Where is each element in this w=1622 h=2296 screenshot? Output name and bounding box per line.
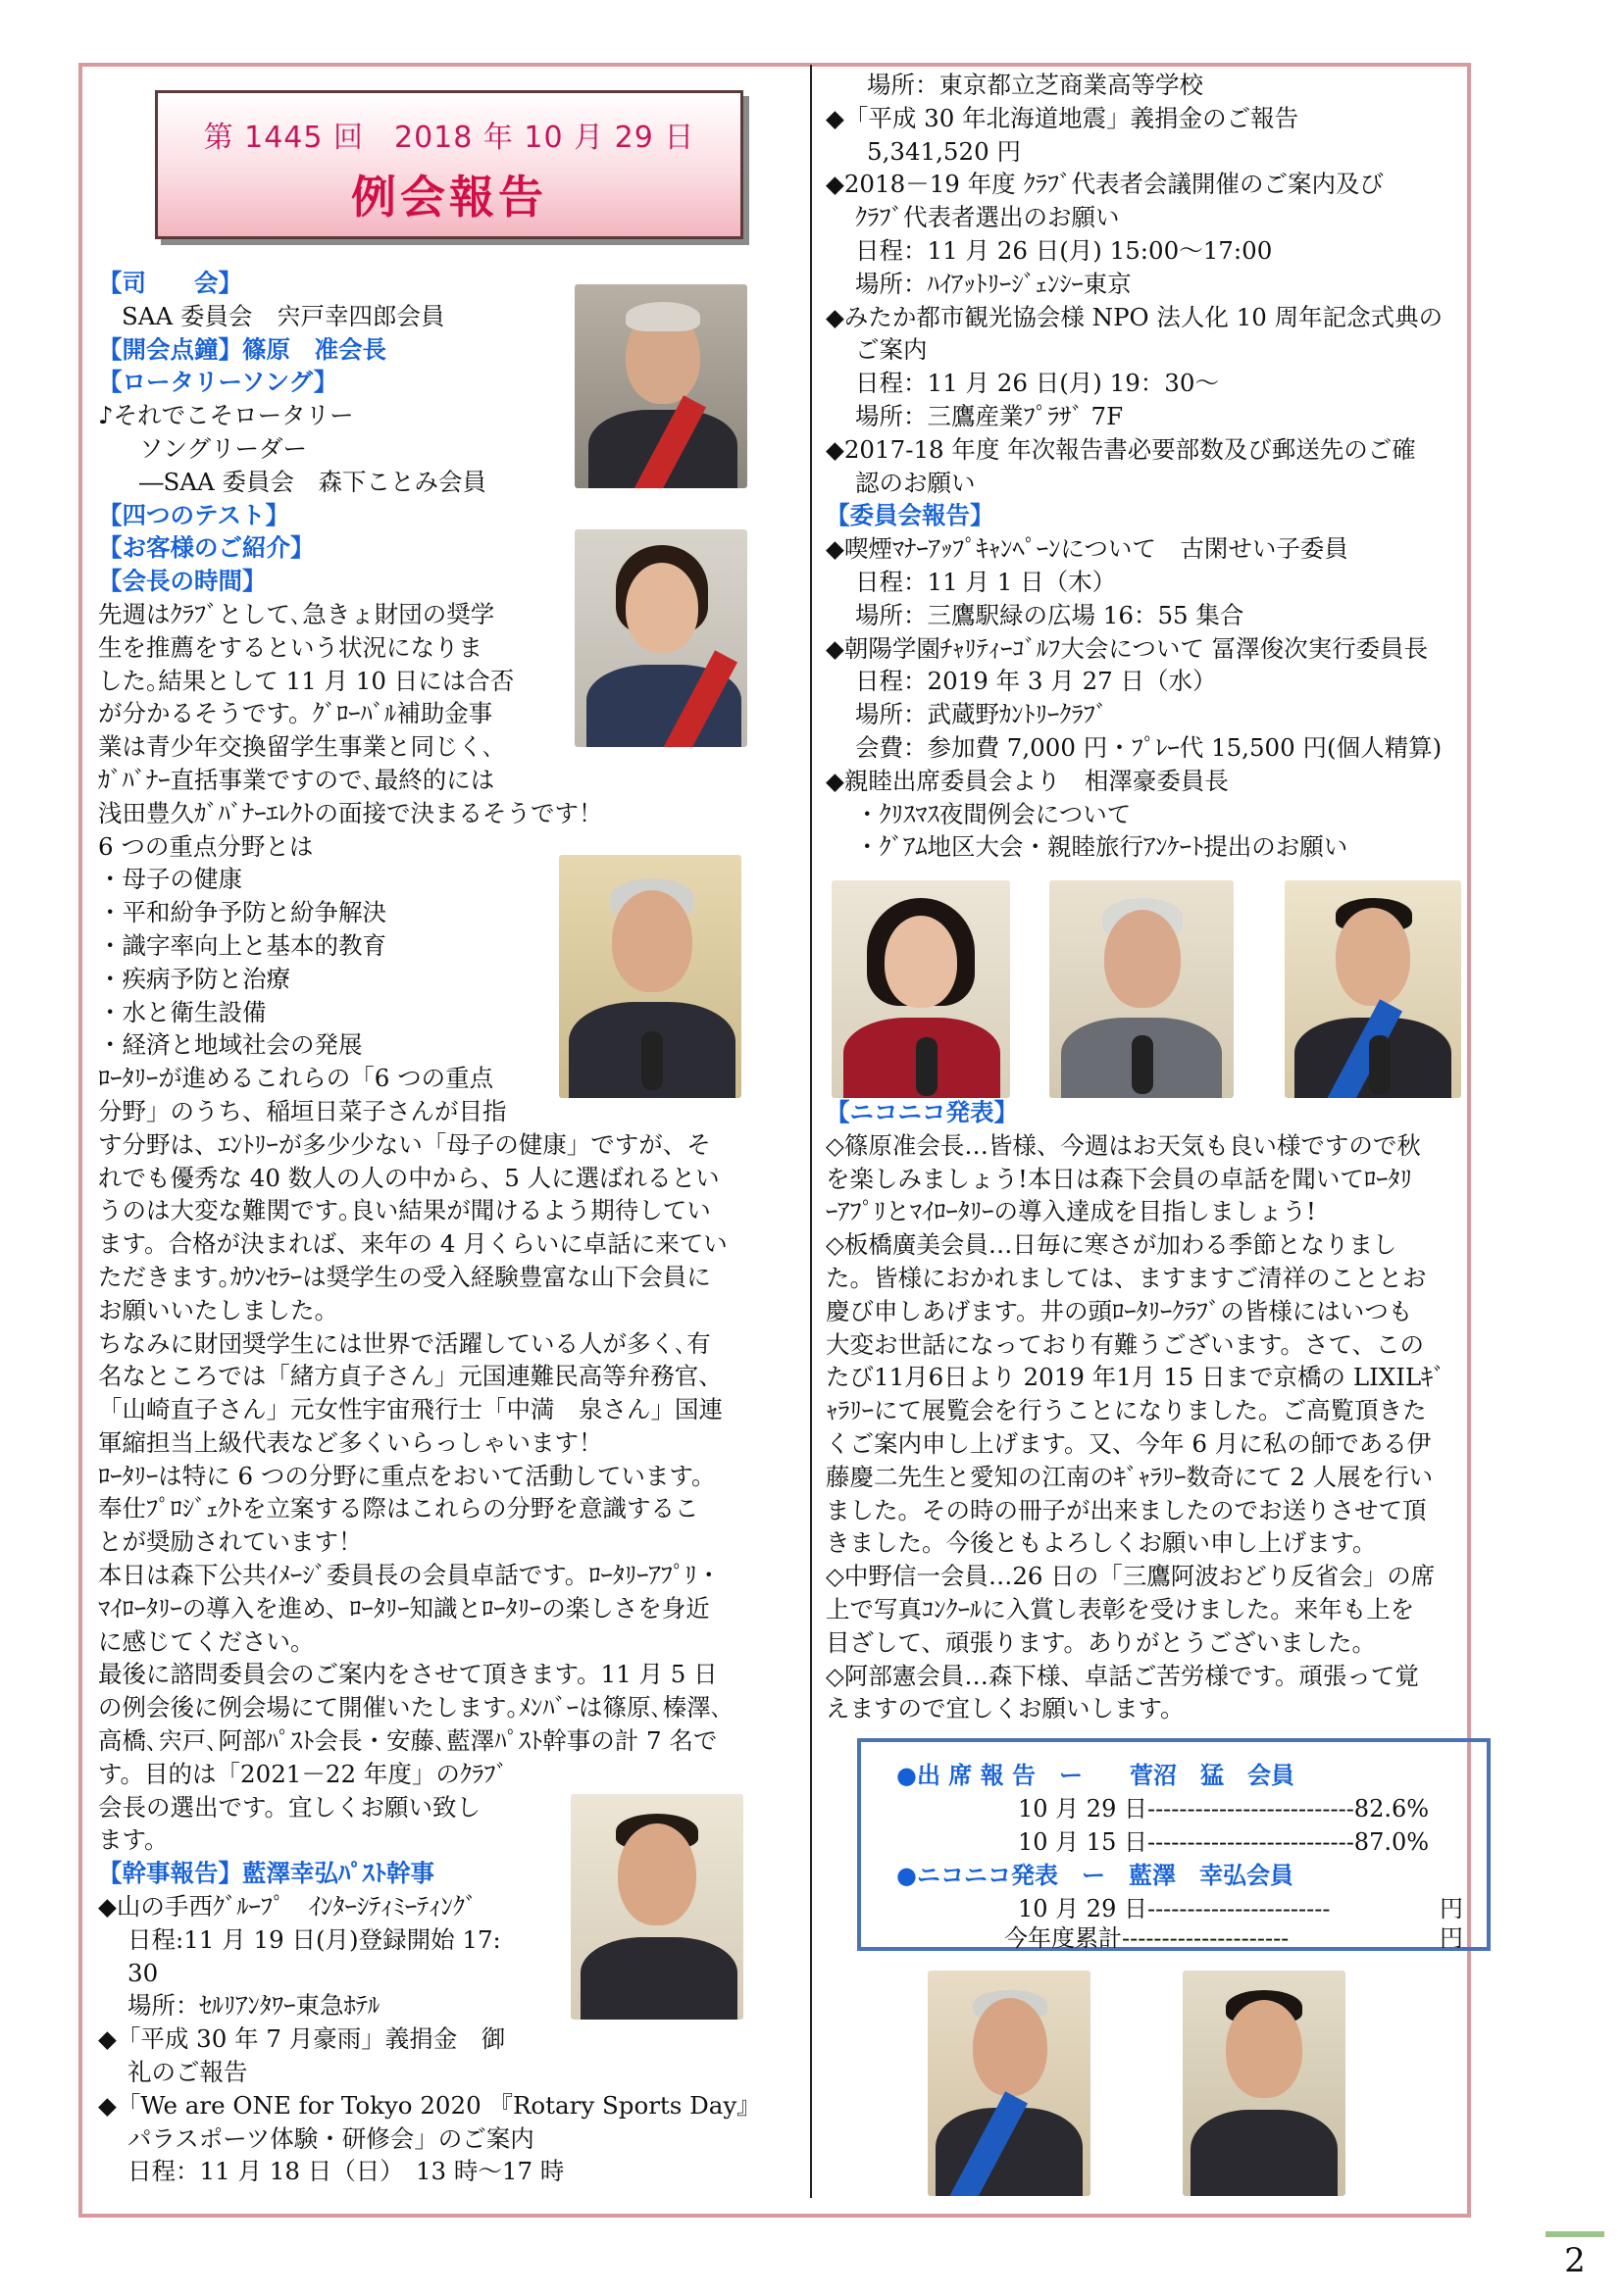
page-number: 2	[1546, 2231, 1604, 2296]
text-line: れでも優秀な 40 数人の人の中から、5 人に選ばれるとい	[98, 1163, 720, 1192]
section-heading: 【ロータリーソング】	[98, 368, 338, 397]
text-line: ただきます｡ｶｳﾝｾﾗｰは奨学生の受入経験豊富な山下会員に	[98, 1262, 711, 1291]
text-line: 場所：三鷹駅緑の広場 16：55 集合	[855, 600, 1244, 629]
text-line: 軍縮担当上級代表など多くいらっしゃいます！	[98, 1427, 603, 1457]
text-line: ・水と衛生設備	[98, 997, 267, 1026]
title-box	[155, 90, 743, 239]
text-line: 30	[127, 1958, 159, 1987]
text-line: 上で写真ｺﾝｸｰﾙに入賞し表彰を受けました。来年も上を	[826, 1594, 1415, 1623]
text-line: 藤慶二先生と愛知の江南のｷﾞｬﾗﾘｰ数奇にて 2 人展を行い	[826, 1462, 1434, 1491]
text-line: に感じてください。	[98, 1626, 315, 1656]
column-divider	[810, 65, 812, 2198]
text-line: ・母子の健康	[98, 865, 242, 894]
text-line: 業は青少年交換留学生事業と同じく､	[98, 732, 495, 762]
text-line: した｡結果として 11 月 10 日には合否	[98, 666, 515, 695]
text-line: ﾏｲﾛｰﾀﾘｰの導入を進め、ﾛｰﾀﾘｰ知識とﾛｰﾀﾘｰの楽しさを身近	[98, 1593, 710, 1622]
text-line: 先週はｸﾗﾌﾞとして､急きょ財団の奨学	[98, 599, 495, 628]
text-line: 5,341,520 円	[867, 136, 1021, 166]
section-heading: 【ニコニコ発表】	[826, 1098, 1018, 1126]
text-line: 目ざして、頑張ります。ありがとうございました。	[826, 1627, 1377, 1657]
text-line: ◆2018－19 年度 ｸﾗﾌﾞ代表者会議開催のご案内及び	[826, 170, 1384, 199]
attendance-heading: ●出 席 報 告 ー 菅沼 猛 会員	[896, 1762, 1295, 1789]
text-line: ◆朝陽学園ﾁｬﾘﾃｨｰｺﾞﾙﾌ大会について 冨澤俊次実行委員長	[826, 633, 1429, 663]
text-line: ◆「平成 30 年 7 月豪雨」義捐金 御	[98, 2024, 506, 2054]
text-line: ◇中野信一会員…26 日の「三鷹阿波おどり反省会」の席	[826, 1562, 1436, 1591]
photo-morishita	[575, 529, 747, 747]
text-line: 「山崎直子さん」元女性宇宙飛行士「中満 泉さん」国連	[98, 1395, 723, 1424]
text-line: の例会後に例会場にて開催いたします｡ﾒﾝﾊﾞｰは篠原､榛澤､	[98, 1693, 723, 1722]
section-heading: 【幹事報告】藍澤幸弘ﾊﾟｽﾄ幹事	[98, 1859, 434, 1888]
text-line: ◇阿部憲会員…森下様、卓話ご苦労様です。頑張って覚	[826, 1661, 1419, 1690]
section-heading: 【司 会】	[98, 269, 242, 297]
photo-shinohara	[559, 855, 741, 1098]
photo-member-1	[928, 1971, 1090, 2196]
photo-aizawa	[571, 1794, 743, 2020]
text-line: ・経済と地域社会の発展	[98, 1030, 363, 1060]
text-line: ◆「We are ONE for Tokyo 2020 『Rotary Sports Day』	[98, 2090, 761, 2120]
text-line: 日程：11 月 18 日（日） 13 時～17 時	[127, 2157, 565, 2186]
text-line: 生を推薦をするという状況になりま	[98, 632, 482, 662]
text-line: た。皆様におかれましては、ますますご清祥のこととお	[826, 1263, 1427, 1292]
text-line: とが奨励されています！	[98, 1527, 363, 1557]
text-line: ｸﾗﾌﾞ代表者選出のお願い	[855, 203, 1120, 232]
text-line: お願いいたしました。	[98, 1295, 338, 1324]
text-line: 高橋､宍戸､阿部ﾊﾟｽﾄ会長・安藤､藍澤ﾊﾟｽﾄ幹事の計 7 名で	[98, 1726, 718, 1756]
text-line: 日程：2019 年 3 月 27 日（水）	[855, 667, 1217, 696]
text-line: 最後に諮問委員会のご案内をさせて頂きます。11 月 5 日	[98, 1660, 718, 1689]
text-line: 場所：ｾﾙﾘｱﾝﾀﾜｰ東急ﾎﾃﾙ	[127, 1991, 380, 2021]
text-line: 浅田豊久ｶﾞﾊﾞﾅｰｴﾚｸﾄの面接で決まるそうです！	[98, 798, 603, 827]
text-line: す。目的は「2021－22 年度」のｸﾗﾌﾞ	[98, 1759, 508, 1788]
text-line: 慶び申しあげます。井の頭ﾛｰﾀﾘｰｸﾗﾌﾞの皆様にはいつも	[826, 1296, 1413, 1325]
text-line: 場所：三鷹産業ﾌﾟﾗｻﾞ 7F	[855, 401, 1124, 430]
attendance-row-1: 10 月 29 日--------------------------82.6%	[1018, 1795, 1430, 1822]
text-line: が分かるそうです。ｸﾞﾛｰﾊﾞﾙ補助金事	[98, 699, 493, 728]
niko-heading: ●ニコニコ発表 ー 藍澤 幸弘会員	[896, 1862, 1293, 1889]
right-column-top	[826, 69, 1463, 864]
photo-nakano	[1049, 880, 1234, 1098]
text-line: たび11月6日より 2019 年1月 15 日まで京橋の LIXILｷﾞ	[826, 1363, 1445, 1392]
photo-shishido	[575, 284, 747, 488]
text-line: 6 つの重点分野とは	[98, 831, 314, 861]
text-line: ｰｱﾌﾟﾘとﾏｲﾛｰﾀﾘｰの導入達成を目指しましょう!	[826, 1197, 1316, 1226]
text-line: 会長の選出です。宜しくお願い致し	[98, 1792, 482, 1822]
text-line: えますので宜しくお願いします。	[826, 1694, 1185, 1723]
text-line: ソングリーダー	[139, 433, 308, 463]
text-line: ご案内	[855, 335, 928, 365]
text-line: きました。今後ともよろしくお願い申し上げます。	[826, 1528, 1377, 1558]
photo-member-2	[1183, 1971, 1345, 2196]
text-line: 会費：参加費 7,000 円・ﾌﾟﾚｰ代 15,500 円(個人精算)	[855, 732, 1443, 762]
text-line: ｶﾞﾊﾞﾅｰ直括事業ですので､最終的には	[98, 765, 495, 794]
text-line: ◆親睦出席委員会より 相澤豪委員長	[826, 766, 1229, 795]
text-line: ◇板橋廣美会員…日毎に寒さが加わる季節となりまし	[826, 1230, 1397, 1260]
text-line: 奉仕ﾌﾟﾛｼﾞｪｸﾄを立案する際はこれらの分野を意識するこ	[98, 1494, 699, 1523]
photo-abe	[1285, 880, 1461, 1098]
page-title: 例会報告	[351, 171, 547, 224]
niko-row-2: 今年度累計---------------------	[1004, 1924, 1290, 1952]
text-line: ―SAA 委員会 森下ことみ会員	[139, 467, 486, 496]
text-line: ◆2017-18 年度 年次報告書必要部数及び郵送先のご確	[826, 434, 1416, 464]
meeting-date: 第 1445 回 2018 年 10 月 29 日	[203, 121, 695, 155]
text-line: ます。	[98, 1825, 169, 1855]
text-line: パラスポーツ体験・研修会」のご案内	[127, 2123, 534, 2153]
text-line: 日程：11 月 1 日（木）	[855, 567, 1117, 596]
text-line: 場所：東京都立芝商業高等学校	[867, 71, 1203, 99]
text-line: ♪それでこそロータリー	[98, 401, 354, 430]
text-line: ました。その時の冊子が出来ましたのでお送りさせて頂	[826, 1495, 1427, 1524]
text-line: 礼のご報告	[127, 2058, 248, 2087]
section-heading: 【四つのテスト】	[98, 500, 290, 529]
text-line: す分野は、ｴﾝﾄﾘｰが多少少ない「母子の健康」ですが、そ	[98, 1129, 711, 1159]
text-line: うのは大変な難関です｡良い結果が聞けるよう期待してい	[98, 1196, 711, 1225]
section-heading: 【開会点鐘】篠原 准会長	[98, 334, 386, 364]
text-line: を楽しみましょう!本日は森下会員の卓話を聞いてﾛｰﾀﾘ	[826, 1164, 1412, 1193]
text-line: ◆山の手西ｸﾞﾙｰﾌﾟ ｲﾝﾀｰｼﾃｨﾐｰﾃｨﾝｸﾞ	[98, 1892, 478, 1922]
section-heading: 【委員会報告】	[826, 501, 994, 530]
photo-itabashi	[832, 880, 1010, 1098]
right-column-bottom	[826, 1096, 1502, 1725]
text-line: 場所：武蔵野ｶﾝﾄﾘｰｸﾗﾌﾞ	[855, 700, 1108, 729]
text-line: ます。合格が決まれば、来年の 4 月くらいに卓話に来てい	[98, 1229, 728, 1259]
section-heading: 【会長の時間】	[98, 567, 267, 596]
text-line: ｬﾗﾘｰにて展覧会を行うことになりました。ご高覧頂きた	[826, 1396, 1427, 1425]
text-line: ◆喫煙ﾏﾅｰｱｯﾌﾟｷｬﾝﾍﾟｰﾝについて 古閑せい子委員	[826, 534, 1348, 564]
text-line: ・識字率向上と基本的教育	[98, 930, 386, 960]
text-line: ・疾病予防と治療	[98, 964, 290, 993]
text-line: ◇篠原准会長…皆様、今週はお天気も良い様ですので秋	[826, 1130, 1421, 1160]
text-line: 認のお願い	[855, 468, 976, 497]
niko-row-1: 10 月 29 日-----------------------	[1018, 1895, 1331, 1922]
text-line: SAA 委員会 宍戸幸四郎会員	[122, 301, 445, 330]
text-line: 場所：ﾊｲｱｯﾄﾘｰｼﾞｪﾝｼｰ東京	[855, 269, 1132, 298]
text-line: 分野」のうち、稲垣日菜子さんが目指	[98, 1096, 507, 1125]
text-line: 日程：11 月 26 日(月) 15:00～17:00	[855, 235, 1273, 265]
niko-row-2-unit: 円	[1440, 1924, 1463, 1952]
attendance-box	[857, 1738, 1491, 1951]
text-line: ・ｸﾞｱﾑ地区大会・親睦旅行ｱﾝｹｰﾄ提出のお願い	[855, 832, 1348, 862]
text-line: 本日は森下公共ｲﾒｰｼﾞ委員長の会員卓話です。ﾛｰﾀﾘｰｱﾌﾟﾘ・	[98, 1561, 722, 1590]
niko-row-1-unit: 円	[1440, 1895, 1463, 1922]
text-line: くご案内申し上げます。又、今年 6 月に私の師である伊	[826, 1428, 1432, 1458]
text-line: ﾛｰﾀﾘｰが進めるこれらの「6 つの重点	[98, 1064, 494, 1093]
text-line: 日程：11 月 26 日(月) 19：30～	[855, 369, 1219, 398]
text-line: ・ｸﾘｽﾏｽ夜間例会について	[855, 799, 1132, 828]
text-line: 日程:11 月 19 日(月)登録開始 17:	[127, 1924, 501, 1954]
text-line: 名なところでは「緒方貞子さん」元国連難民高等弁務官、	[98, 1362, 723, 1391]
attendance-row-2: 10 月 15 日--------------------------87.0%	[1018, 1828, 1430, 1856]
text-line: ◆「平成 30 年北海道地震」義捐金のご報告	[826, 103, 1299, 132]
text-line: 大変お世話になっており有難うございます。さて、この	[826, 1329, 1425, 1359]
text-line: ・平和紛争予防と紛争解決	[98, 898, 386, 927]
text-line: ちなみに財団奨学生には世界で活躍している人が多く､有	[98, 1328, 711, 1358]
text-line: ◆みたか都市観光協会様 NPO 法人化 10 周年記念式典の	[826, 302, 1444, 331]
text-line: ﾛｰﾀﾘｰは特に 6 つの分野に重点をおいて活動しています。	[98, 1461, 716, 1490]
section-heading: 【お客様のご紹介】	[98, 533, 315, 563]
